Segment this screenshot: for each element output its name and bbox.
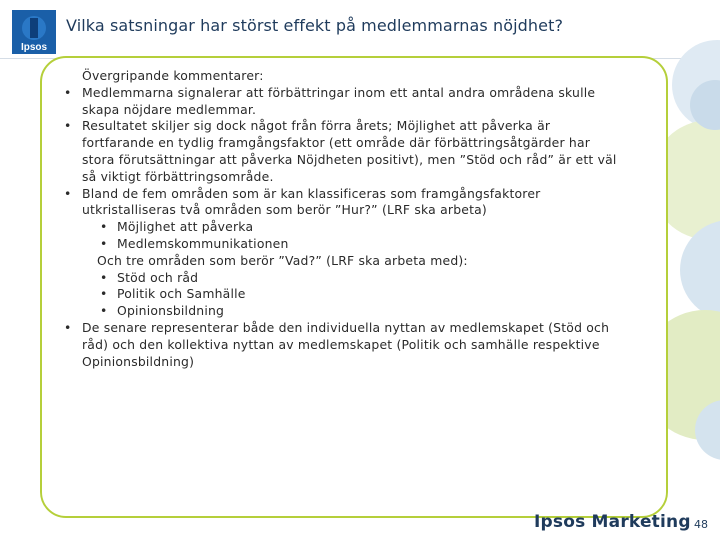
bullet-text: Bland de fem områden som är kan klassificeras som framgångsfaktorer utkristalliseras två områden som berör ”Hur?” (LRF ska arbeta) bbox=[82, 185, 541, 218]
comments-body bbox=[60, 68, 620, 370]
comments-heading: Övergripande kommentarer: bbox=[82, 68, 264, 83]
bullet-icon: • bbox=[64, 319, 72, 335]
what-intro: Och tre områden som berör ”Vad?” (LRF ska arbeta med): bbox=[97, 252, 468, 268]
sub-bullet-item bbox=[60, 236, 620, 253]
bullet-icon: • bbox=[64, 185, 72, 201]
bullet-text: Resultatet skiljer sig dock något från förra årets; Möjlighet att påverka är fortfarande en tydlig framgångsfaktor (ett område där förbättringsåtgärder har stora förutsättningar att påverka Nöjdheten positivt), men ”Stöd och råd” är ett väl så viktigt förbättringsområde. bbox=[82, 118, 617, 184]
sub-bullet-item bbox=[60, 270, 620, 287]
bullet-icon: • bbox=[100, 235, 108, 251]
bullet-icon: • bbox=[100, 286, 108, 302]
bullet-text: De senare representerar både den individuella nyttan av medlemskapet (Stöd och råd) och den kollektiva nyttan av medlemskapet (Politik och samhälle respektive Opinionsbildning) bbox=[82, 319, 610, 369]
sub-bullet-text: Opinionsbildning bbox=[117, 303, 225, 319]
bullet-icon: • bbox=[100, 269, 108, 285]
bullet-icon: • bbox=[64, 118, 72, 134]
footer-brand: Ipsos Marketing bbox=[534, 512, 691, 532]
bullet-text: Medlemmarna signalerar att förbättringar inom ett antal andra områdena skulle skapa nöjdare medlemmar. bbox=[82, 84, 596, 117]
sub-bullet-text: Politik och Samhälle bbox=[117, 286, 246, 302]
sub-bullet-text: Medlemskommunikationen bbox=[117, 235, 289, 251]
sub-bullet-item bbox=[60, 286, 620, 303]
sub-bullet-text: Stöd och råd bbox=[117, 269, 199, 285]
bullet-icon: • bbox=[64, 84, 72, 100]
bullet-item bbox=[60, 85, 620, 119]
sub-bullet-item bbox=[60, 303, 620, 320]
bullet-item bbox=[60, 320, 620, 370]
bullet-icon: • bbox=[100, 219, 108, 235]
sub-bullet-item bbox=[60, 219, 620, 236]
ipsos-logo bbox=[12, 10, 56, 54]
logo-text: Ipsos bbox=[20, 42, 48, 53]
bullet-item bbox=[60, 118, 620, 185]
bullet-item bbox=[60, 186, 620, 220]
page-number: 48 bbox=[694, 518, 708, 531]
bullet-icon: • bbox=[100, 303, 108, 319]
slide-title: Vilka satsningar har störst effekt på medlemmarnas nöjdhet? bbox=[66, 16, 564, 35]
sub-bullet-text: Möjlighet att påverka bbox=[117, 219, 254, 235]
